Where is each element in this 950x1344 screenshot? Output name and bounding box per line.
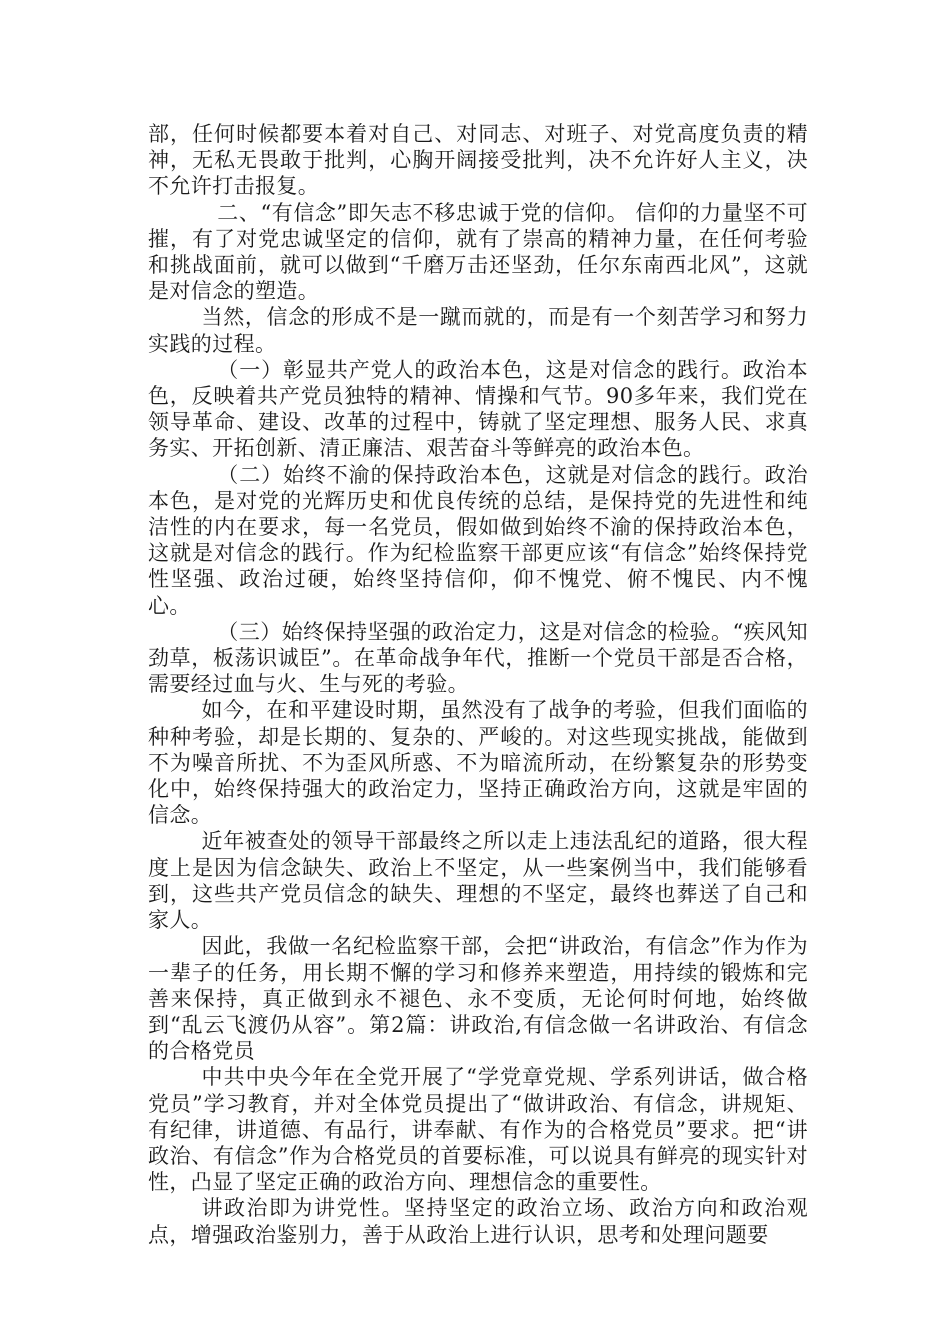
paragraph-5: （二）始终不渝的保持政治本色，这就是对信念的践行。政治本色，是对党的光辉历史和优良传统的总结，是保持党的先进性和纯洁性的内在要求，每一名党员，假如做到始终不渝的保持政治本色，这就是对信念的践行。作为纪检监察干部更应该“有信念”始终保持党性坚强、政治过硬，始终坚持信仰，仰不愧党、俯不愧民、内不愧心。 — [148, 462, 808, 618]
paragraph-2: 二、“有信念”即矢志不移忠诚于党的信仰。 信仰的力量坚不可摧，有了对党忠诚坚定的信仰，就有了崇高的精神力量，在任何考验和挑战面前，就可以做到“千磨万击还坚劲，任尔东南西北风”，这就是对信念的塑造。 — [148, 200, 808, 304]
document-page — [148, 121, 808, 1248]
paragraph-9: 因此，我做一名纪检监察干部，会把“讲政治，有信念”作为作为一辈子的任务，用长期不懈的学习和修养来塑造，用持续的锻炼和完善来保持，真正做到永不褪色、永不变质，无论何时何地，始终做到“乱云飞渡仍从容”。第2篇：讲政治,有信念做一名讲政治、有信念的合格党员 — [148, 934, 808, 1064]
paragraph-8: 近年被查处的领导干部最终之所以走上违法乱纪的道路，很大程度上是因为信念缺失、政治上不坚定，从一些案例当中，我们能够看到，这些共产党员信念的缺失、理想的不坚定，最终也葬送了自己和家人。 — [148, 829, 808, 933]
paragraph-1: 部，任何时候都要本着对自己、对同志、对班子、对党高度负责的精神，无私无畏敢于批判，心胸开阔接受批判，决不允许好人主义，决不允许打击报复。 — [148, 122, 808, 199]
paragraph-7: 如今，在和平建设时期，虽然没有了战争的考验，但我们面临的种种考验，却是长期的、复杂的、严峻的。对这些现实挑战，能做到不为噪音所扰、不为歪风所惑、不为暗流所动，在纷繁复杂的形势变化中，始终保持强大的政治定力，坚持正确政治方向，这就是牢固的信念。 — [148, 698, 808, 828]
paragraph-10: 中共中央今年在全党开展了“学党章党规、学系列讲话，做合格党员”学习教育，并对全体党员提出了“做讲政治、有信念，讲规矩、有纪律，讲道德、有品行，讲奉献、有作为的合格党员”要求。把“讲政治、有信念”作为合格党员的首要标准，可以说具有鲜亮的现实针对性，凸显了坚定正确的政治方向、理想信念的重要性。 — [148, 1065, 808, 1195]
paragraph-4: （一）彰显共产党人的政治本色，这是对信念的践行。政治本色，反映着共产党员独特的精神、情操和气节。90多年来，我们党在领导革命、建设、改革的过程中，铸就了坚定理想、服务人民、求真务实、开拓创新、清正廉洁、艰苦奋斗等鲜亮的政治本色。 — [148, 357, 808, 461]
paragraph-3: 当然，信念的形成不是一蹴而就的，而是有一个刻苦学习和努力实践的过程。 — [148, 305, 808, 356]
paragraph-11: 讲政治即为讲党性。坚持坚定的政治立场、政治方向和政治观点，增强政治鉴别力，善于从政治上进行认识，思考和处理问题要 — [148, 1196, 808, 1247]
paragraph-6: （三）始终保持坚强的政治定力，这是对信念的检验。“疾风知劲草，板荡识诚臣”。在革命战争年代，推断一个党员干部是否合格，需要经过血与火、生与死的考验。 — [148, 619, 808, 697]
